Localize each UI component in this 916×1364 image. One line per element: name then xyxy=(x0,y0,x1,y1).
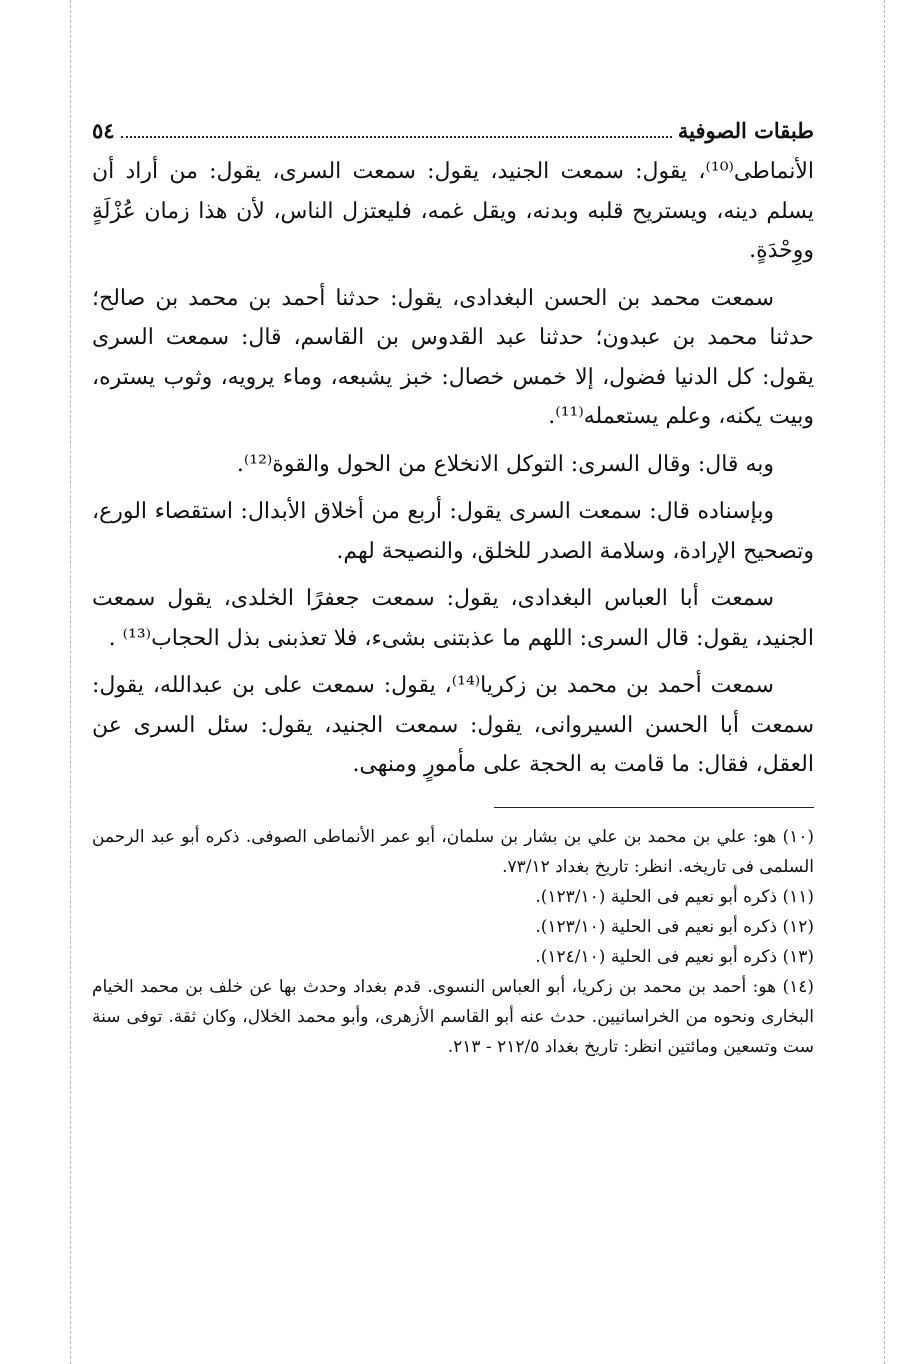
paragraph-1: الأنماطى⁽¹⁰⁾، يقول: سمعت الجنيد، يقول: سمعت السرى، يقول: من أراد أن يسلم دينه، ويستريح قلبه وبدنه، ويقل غمه، فليعتزل الناس، لأن هذا زمان عُزْلَةٍ ووِحْدَةٍ. xyxy=(92,159,814,263)
paragraph-2: سمعت محمد بن الحسن البغدادى، يقول: حدثنا أحمد بن محمد بن صالح؛ حدثنا محمد بن عبدون؛ حدثنا عبد القدوس بن القاسم، قال: سمعت السرى يقول: كل الدنيا فضول، إلا خمس خصال: خبز يشبعه، وماء يرويه، وثوب يستره، وبيت يكنه، وعلم يستعمله⁽¹¹⁾. xyxy=(92,285,814,429)
scan-edge-left xyxy=(70,0,71,1364)
footnote-14: (١٤) هو: أحمد بن محمد بن زكريا، أبو العباس النسوى. قدم بغداد وحدث بها عن خلف بن محمد الخيام البخارى ونحوه من الخراسانيين. حدث عنه أبو القاسم الأزهرى، وأبو محمد الخلال، وكان ثقة. توفى سنة ست وتسعين ومائتين انظر: تاريخ بغداد ٢١٢/٥ - ٢١٣. xyxy=(92,976,814,1057)
page-header xyxy=(92,118,814,152)
footnotes xyxy=(92,822,814,1062)
header-dot-leader xyxy=(121,136,672,138)
paragraph-3: وبه قال: وقال السرى: التوكل الانخلاع من الحول والقوة⁽¹²⁾. xyxy=(236,451,774,477)
book-page xyxy=(92,118,814,1062)
footnote-10: (١٠) هو: علي بن محمد بن علي بن بشار بن سلمان، أبو عمر الأنماطى الصوفى. ذكره أبو عبد الرحمن السلمى فى تاريخه. انظر: تاريخ بغداد ٧٣/١٢. xyxy=(92,826,814,877)
footnote-11: (١١) ذكره أبو نعيم فى الحلية (١٢٣/١٠). xyxy=(535,886,814,907)
page-number: ٥٤ xyxy=(92,118,115,143)
paragraph-6: سمعت أحمد بن محمد بن زكريا⁽¹⁴⁾، يقول: سمعت على بن عبدالله، يقول: سمعت أبا الحسن السيروانى، يقول: سمعت الجنيد، يقول: سئل السرى عن العقل، فقال: ما قامت به الحجة على مأمورٍ ومنهى. xyxy=(92,673,814,777)
scan-edge-right xyxy=(884,0,885,1364)
footnote-separator xyxy=(494,807,814,808)
paragraph-4: وبإسناده قال: سمعت السرى يقول: أربع من أخلاق الأبدال: استقصاء الورع، وتصحيح الإرادة، وسلامة الصدر للخلق، والنصيحة لهم. xyxy=(92,499,814,564)
footnote-13: (١٣) ذكره أبو نعيم فى الحلية (١٢٤/١٠). xyxy=(535,946,814,967)
footnote-12: (١٢) ذكره أبو نعيم فى الحلية (١٢٣/١٠). xyxy=(535,916,814,937)
paragraph-5: سمعت أبا العباس البغدادى، يقول: سمعت جعفرًا الخلدى، يقول سمعت الجنيد، يقول: قال السرى: اللهم ما عذبتنى بشىء، فلا تعذبنى بذل الحجاب⁽¹³⁾ . xyxy=(92,586,814,651)
running-title: طبقات الصوفية xyxy=(677,118,814,143)
